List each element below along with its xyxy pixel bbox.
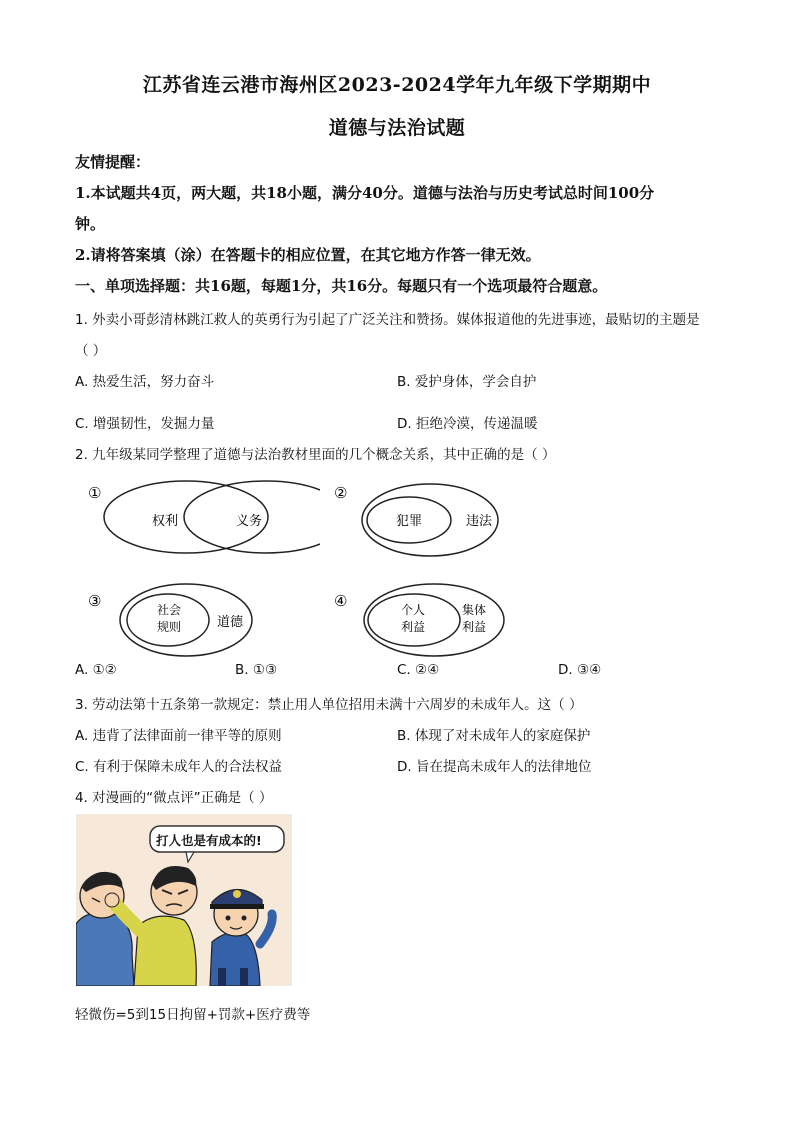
diagram-2-number: ② — [334, 484, 348, 502]
q3-stem: 3. 劳动法第十五条第一款规定：禁止用人单位招用未满十六周岁的未成年人。这（ ） — [75, 697, 583, 713]
q1-option-d[interactable]: D. 拒绝冷漠，传递温暖 — [397, 416, 538, 432]
q1-option-a[interactable]: A. 热爱生活，努力奋斗 — [75, 374, 215, 390]
diagram-3-inner-line1: 社会 — [157, 603, 182, 617]
diagram-1 — [80, 478, 320, 558]
diagram-4-outer-line1: 集体 — [462, 603, 487, 617]
q2-option-a[interactable]: A. ①② — [75, 662, 117, 678]
q1-stem-cont: （ ） — [75, 343, 107, 359]
diagram-3-number: ③ — [88, 592, 102, 610]
q2-option-b[interactable]: B. ①③ — [235, 662, 278, 678]
q2-option-c[interactable]: C. ②④ — [397, 662, 440, 678]
q3-option-d[interactable]: D. 旨在提高未成年人的法律地位 — [397, 759, 592, 775]
diagram-4-inner-line2: 利益 — [401, 620, 426, 634]
reminder-label: 友情提醒： — [75, 153, 151, 171]
diagram-4-inner-line1: 个人 — [401, 603, 426, 617]
diagram-3-inner-line2: 规则 — [157, 620, 182, 634]
q3-option-a[interactable]: A. 违背了法律面前一律平等的原则 — [75, 728, 282, 744]
reminder-item-1: 1.本试题共4页，两大题，共18小题，满分40分。道德与法治与历史考试总时间100分 — [75, 184, 655, 202]
q4-note: 轻微伤=5到15日拘留+罚款+医疗费等 — [75, 1007, 311, 1023]
q1-stem: 1. 外卖小哥彭清林跳江救人的英勇行为引起了广泛关注和赞扬。媒体报道他的先进事迹，最贴切的主题是 — [75, 312, 700, 328]
section-heading: 一、单项选择题：共16题，每题1分，共16分。每题只有一个选项最符合题意。 — [75, 277, 608, 295]
diagram-3-outer-label: 道德 — [217, 615, 244, 630]
page-title: 江苏省连云港市海州区2023-2024学年九年级下学期期中 — [142, 74, 652, 96]
diagram-2-inner-label: 犯罪 — [396, 514, 423, 529]
diagram-2-outer-label: 违法 — [466, 514, 493, 529]
q1-option-b[interactable]: B. 爱护身体，学会自护 — [397, 374, 537, 390]
diagram-2 — [332, 478, 532, 560]
reminder-item-1-cont: 钟。 — [75, 215, 106, 233]
q3-option-b[interactable]: B. 体现了对未成年人的家庭保护 — [397, 728, 591, 744]
page-subtitle: 道德与法治试题 — [328, 117, 466, 139]
reminder-item-2: 2.请将答案填（涂）在答题卡的相应位置，在其它地方作答一律无效。 — [75, 246, 541, 264]
q3-option-c[interactable]: C. 有利于保障未成年人的合法权益 — [75, 759, 283, 775]
cartoon-image — [76, 814, 292, 986]
diagram-4-number: ④ — [334, 592, 348, 610]
diagram-1-number: ① — [88, 484, 102, 502]
q4-stem: 4. 对漫画的“微点评”正确是（ ） — [75, 790, 273, 806]
q1-option-c[interactable]: C. 增强韧性，发掘力量 — [75, 416, 215, 432]
cartoon-speech-text: 打人也是有成本的! — [156, 833, 262, 848]
q2-stem: 2. 九年级某同学整理了道德与法治教材里面的几个概念关系，其中正确的是（ ） — [75, 447, 556, 463]
diagram-1-left-label: 权利 — [152, 514, 179, 529]
diagram-1-right-label: 义务 — [236, 514, 263, 529]
diagram-4 — [332, 578, 532, 660]
diagram-4-outer-line2: 利益 — [462, 620, 487, 634]
q2-option-d[interactable]: D. ③④ — [558, 662, 602, 678]
diagram-3 — [82, 578, 282, 660]
